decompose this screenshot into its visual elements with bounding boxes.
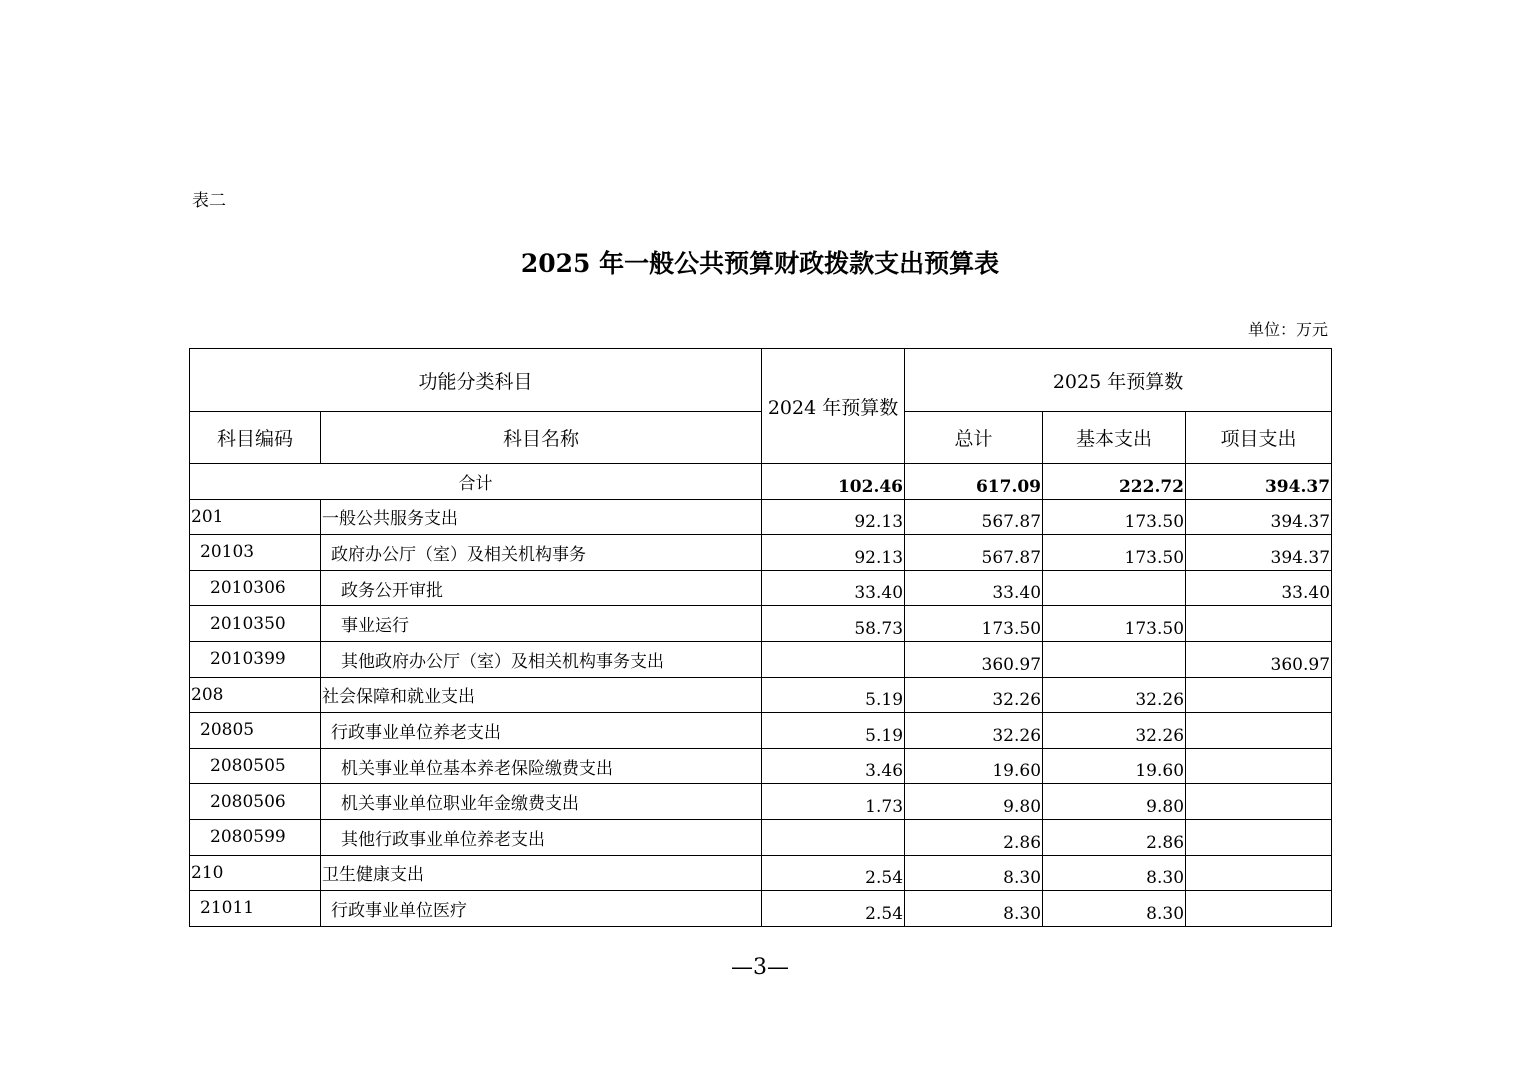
row-name: 卫生健康支出 bbox=[321, 855, 762, 891]
row-basic: 173.50 bbox=[1043, 606, 1186, 642]
row-basic bbox=[1043, 641, 1186, 677]
row-basic: 2.86 bbox=[1043, 819, 1186, 855]
table-label: 表二 bbox=[192, 191, 226, 211]
row-total: 173.50 bbox=[905, 606, 1043, 642]
row-name: 机关事业单位职业年金缴费支出 bbox=[321, 784, 762, 820]
row-budget-2024: 5.19 bbox=[762, 713, 905, 749]
header-project: 项目支出 bbox=[1186, 412, 1332, 464]
row-name: 行政事业单位养老支出 bbox=[321, 713, 762, 749]
page-number: —3— bbox=[731, 955, 789, 980]
row-code: 2010350 bbox=[190, 606, 321, 642]
total-budget-2024: 102.46 bbox=[762, 464, 905, 500]
row-budget-2024: 33.40 bbox=[762, 570, 905, 606]
row-total: 32.26 bbox=[905, 713, 1043, 749]
row-basic: 173.50 bbox=[1043, 499, 1186, 535]
row-total: 8.30 bbox=[905, 891, 1043, 927]
row-basic bbox=[1043, 570, 1186, 606]
total-total: 617.09 bbox=[905, 464, 1043, 500]
row-budget-2024: 58.73 bbox=[762, 606, 905, 642]
row-basic: 8.30 bbox=[1043, 855, 1186, 891]
row-name: 其他行政事业单位养老支出 bbox=[321, 819, 762, 855]
row-total: 567.87 bbox=[905, 535, 1043, 571]
header-name: 科目名称 bbox=[321, 412, 762, 464]
row-basic: 173.50 bbox=[1043, 535, 1186, 571]
row-project bbox=[1186, 606, 1332, 642]
table-row bbox=[190, 499, 1332, 535]
row-name: 政府办公厅（室）及相关机构事务 bbox=[321, 535, 762, 571]
row-project: 33.40 bbox=[1186, 570, 1332, 606]
row-name: 事业运行 bbox=[321, 606, 762, 642]
row-project bbox=[1186, 713, 1332, 749]
header-code: 科目编码 bbox=[190, 412, 321, 464]
header-row-1 bbox=[190, 349, 1332, 412]
total-basic: 222.72 bbox=[1043, 464, 1186, 500]
total-project: 394.37 bbox=[1186, 464, 1332, 500]
row-code: 2010306 bbox=[190, 570, 321, 606]
table-row bbox=[190, 784, 1332, 820]
row-name: 行政事业单位医疗 bbox=[321, 891, 762, 927]
header-budget-2024: 2024 年预算数 bbox=[762, 349, 905, 464]
table-row bbox=[190, 891, 1332, 927]
row-code: 2080506 bbox=[190, 784, 321, 820]
row-name: 其他政府办公厅（室）及相关机构事务支出 bbox=[321, 641, 762, 677]
row-name: 机关事业单位基本养老保险缴费支出 bbox=[321, 748, 762, 784]
table-row bbox=[190, 570, 1332, 606]
row-name: 社会保障和就业支出 bbox=[321, 677, 762, 713]
table-row bbox=[190, 855, 1332, 891]
row-project bbox=[1186, 748, 1332, 784]
row-total: 33.40 bbox=[905, 570, 1043, 606]
row-total: 19.60 bbox=[905, 748, 1043, 784]
row-basic: 19.60 bbox=[1043, 748, 1186, 784]
row-project: 394.37 bbox=[1186, 535, 1332, 571]
row-code: 20805 bbox=[190, 713, 321, 749]
row-total: 32.26 bbox=[905, 677, 1043, 713]
row-budget-2024 bbox=[762, 819, 905, 855]
row-code: 2080505 bbox=[190, 748, 321, 784]
unit-label: 单位：万元 bbox=[1247, 320, 1328, 339]
row-project bbox=[1186, 819, 1332, 855]
row-budget-2024: 92.13 bbox=[762, 499, 905, 535]
row-code: 2080599 bbox=[190, 819, 321, 855]
table-row bbox=[190, 819, 1332, 855]
table-row bbox=[190, 535, 1332, 571]
table-row bbox=[190, 713, 1332, 749]
row-project bbox=[1186, 855, 1332, 891]
row-budget-2024: 92.13 bbox=[762, 535, 905, 571]
page-title: 2025 年一般公共预算财政拨款支出预算表 bbox=[520, 249, 1000, 278]
table-row bbox=[190, 677, 1332, 713]
header-category: 功能分类科目 bbox=[190, 349, 762, 412]
row-total: 567.87 bbox=[905, 499, 1043, 535]
row-budget-2024: 5.19 bbox=[762, 677, 905, 713]
row-code: 21011 bbox=[190, 891, 321, 927]
row-code: 208 bbox=[190, 677, 321, 713]
row-total: 2.86 bbox=[905, 819, 1043, 855]
row-basic: 8.30 bbox=[1043, 891, 1186, 927]
row-name: 一般公共服务支出 bbox=[321, 499, 762, 535]
row-code: 2010399 bbox=[190, 641, 321, 677]
header-total: 总计 bbox=[905, 412, 1043, 464]
header-basic: 基本支出 bbox=[1043, 412, 1186, 464]
row-budget-2024 bbox=[762, 641, 905, 677]
row-project: 394.37 bbox=[1186, 499, 1332, 535]
table-row bbox=[190, 606, 1332, 642]
row-budget-2024: 3.46 bbox=[762, 748, 905, 784]
budget-table bbox=[189, 348, 1332, 927]
header-budget-2025: 2025 年预算数 bbox=[905, 349, 1332, 412]
row-total: 9.80 bbox=[905, 784, 1043, 820]
row-basic: 32.26 bbox=[1043, 677, 1186, 713]
row-project bbox=[1186, 784, 1332, 820]
row-project bbox=[1186, 891, 1332, 927]
table-row bbox=[190, 641, 1332, 677]
row-code: 210 bbox=[190, 855, 321, 891]
row-code: 201 bbox=[190, 499, 321, 535]
total-label: 合计 bbox=[190, 464, 762, 500]
row-basic: 9.80 bbox=[1043, 784, 1186, 820]
row-project: 360.97 bbox=[1186, 641, 1332, 677]
header-row-2 bbox=[190, 412, 1332, 464]
row-budget-2024: 1.73 bbox=[762, 784, 905, 820]
row-project bbox=[1186, 677, 1332, 713]
row-total: 8.30 bbox=[905, 855, 1043, 891]
table-row bbox=[190, 748, 1332, 784]
total-row bbox=[190, 464, 1332, 500]
row-basic: 32.26 bbox=[1043, 713, 1186, 749]
row-budget-2024: 2.54 bbox=[762, 855, 905, 891]
row-code: 20103 bbox=[190, 535, 321, 571]
row-total: 360.97 bbox=[905, 641, 1043, 677]
row-budget-2024: 2.54 bbox=[762, 891, 905, 927]
row-name: 政务公开审批 bbox=[321, 570, 762, 606]
